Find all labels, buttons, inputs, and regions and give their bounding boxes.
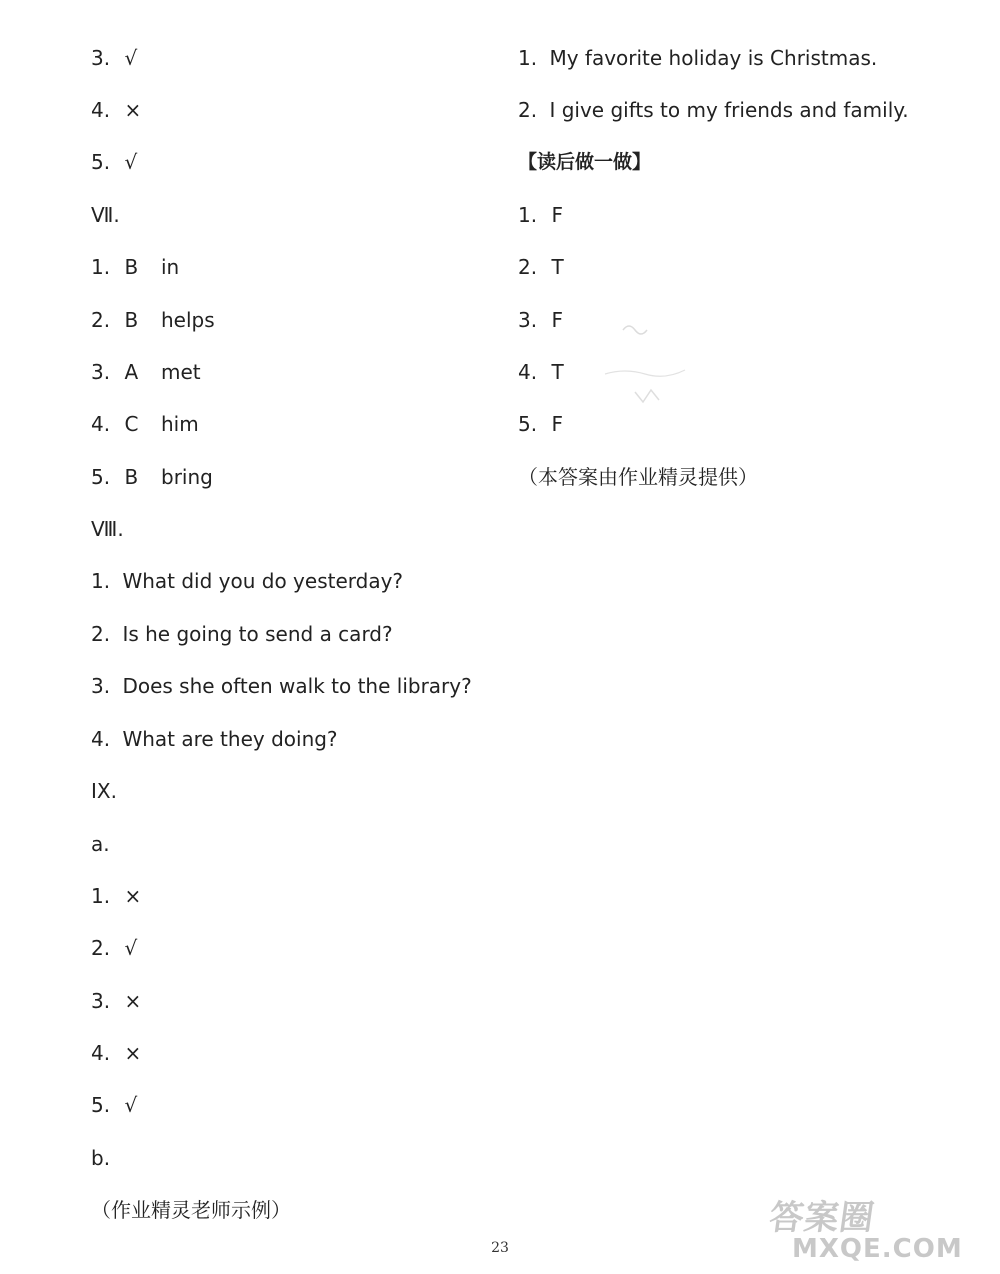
answer-sentence: What did you do yesterday? bbox=[122, 569, 404, 593]
item-number: 1. bbox=[91, 255, 111, 279]
answer-mark: F bbox=[551, 308, 563, 332]
watermark-url: MXQE.COM bbox=[792, 1234, 963, 1264]
item-number: 1. bbox=[91, 569, 111, 593]
list-item bbox=[518, 44, 877, 72]
answer-sentence: Does she often walk to the library? bbox=[122, 674, 472, 698]
list-item bbox=[518, 253, 564, 281]
list-item bbox=[91, 148, 137, 176]
section-heading-9: IX. bbox=[91, 779, 117, 803]
list-item bbox=[91, 567, 403, 595]
list-item bbox=[91, 1039, 141, 1067]
item-number: 2. bbox=[518, 98, 538, 122]
answer-word: helps bbox=[161, 308, 215, 332]
list-item bbox=[91, 725, 338, 753]
list-item bbox=[91, 306, 291, 334]
item-number: 2. bbox=[518, 255, 538, 279]
answer-mark: √ bbox=[124, 936, 138, 960]
list-item bbox=[91, 44, 137, 72]
item-number: 2. bbox=[91, 936, 111, 960]
source-note: （本答案由作业精灵提供） bbox=[518, 465, 758, 489]
answer-word: in bbox=[161, 255, 180, 279]
answer-mark: × bbox=[124, 884, 142, 908]
item-number: 2. bbox=[91, 622, 111, 646]
answer-mark: √ bbox=[124, 150, 138, 174]
list-item bbox=[518, 201, 563, 229]
answer-mark: F bbox=[551, 412, 563, 436]
answer-word: him bbox=[161, 412, 199, 436]
choice-letter: C bbox=[124, 412, 139, 436]
item-number: 5. bbox=[518, 412, 538, 436]
item-number: 1. bbox=[518, 46, 538, 70]
list-item bbox=[91, 934, 137, 962]
faint-scribble-image bbox=[595, 300, 715, 420]
item-number: 5. bbox=[91, 1093, 111, 1117]
list-item bbox=[91, 463, 291, 491]
item-number: 4. bbox=[91, 727, 111, 751]
page-number: 23 bbox=[491, 1240, 509, 1256]
item-number: 4. bbox=[518, 360, 538, 384]
list-item bbox=[91, 358, 291, 386]
watermark-logo bbox=[740, 1190, 990, 1270]
part-a-label: a. bbox=[91, 832, 110, 856]
answer-mark: √ bbox=[124, 46, 138, 70]
item-number: 3. bbox=[518, 308, 538, 332]
list-item bbox=[518, 96, 909, 124]
item-number: 4. bbox=[91, 98, 111, 122]
watermark-logo-text: 答案圈 bbox=[766, 1198, 878, 1238]
section-heading-reading: 【读后做一做】 bbox=[518, 151, 652, 173]
choice-letter: B bbox=[124, 255, 139, 279]
footer-note: （作业精灵老师示例） bbox=[91, 1198, 291, 1222]
list-item bbox=[91, 620, 393, 648]
item-number: 4. bbox=[91, 412, 111, 436]
list-item bbox=[518, 410, 563, 438]
item-number: 4. bbox=[91, 1041, 111, 1065]
item-number: 1. bbox=[91, 884, 111, 908]
item-number: 5. bbox=[91, 465, 111, 489]
answer-mark: T bbox=[551, 360, 564, 384]
list-item bbox=[91, 410, 291, 438]
answer-mark: × bbox=[124, 1041, 142, 1065]
answer-sentence: My favorite holiday is Christmas. bbox=[549, 46, 878, 70]
answer-mark: × bbox=[124, 98, 142, 122]
item-number: 3. bbox=[91, 674, 111, 698]
list-item bbox=[91, 672, 472, 700]
answer-word: bring bbox=[161, 465, 213, 489]
section-heading-7: Ⅶ. bbox=[91, 203, 120, 227]
answer-sentence: Is he going to send a card? bbox=[122, 622, 393, 646]
choice-letter: B bbox=[124, 308, 139, 332]
answer-mark: F bbox=[551, 203, 563, 227]
answer-mark: × bbox=[124, 989, 142, 1013]
list-item bbox=[91, 882, 141, 910]
list-item bbox=[91, 1091, 137, 1119]
item-number: 3. bbox=[91, 46, 111, 70]
item-number: 1. bbox=[518, 203, 538, 227]
list-item bbox=[518, 358, 564, 386]
item-number: 5. bbox=[91, 150, 111, 174]
choice-letter: B bbox=[124, 465, 139, 489]
list-item bbox=[518, 306, 563, 334]
list-item bbox=[91, 987, 141, 1015]
answer-mark: T bbox=[551, 255, 564, 279]
item-number: 3. bbox=[91, 989, 111, 1013]
answer-word: met bbox=[161, 360, 201, 384]
part-b-label: b. bbox=[91, 1146, 111, 1170]
section-heading-8: Ⅷ. bbox=[91, 517, 124, 541]
item-number: 2. bbox=[91, 308, 111, 332]
answer-sentence: What are they doing? bbox=[122, 727, 338, 751]
list-item bbox=[91, 253, 291, 281]
list-item bbox=[91, 96, 141, 124]
answer-sentence: I give gifts to my friends and family. bbox=[549, 98, 909, 122]
item-number: 3. bbox=[91, 360, 111, 384]
choice-letter: A bbox=[124, 360, 139, 384]
answer-mark: √ bbox=[124, 1093, 138, 1117]
